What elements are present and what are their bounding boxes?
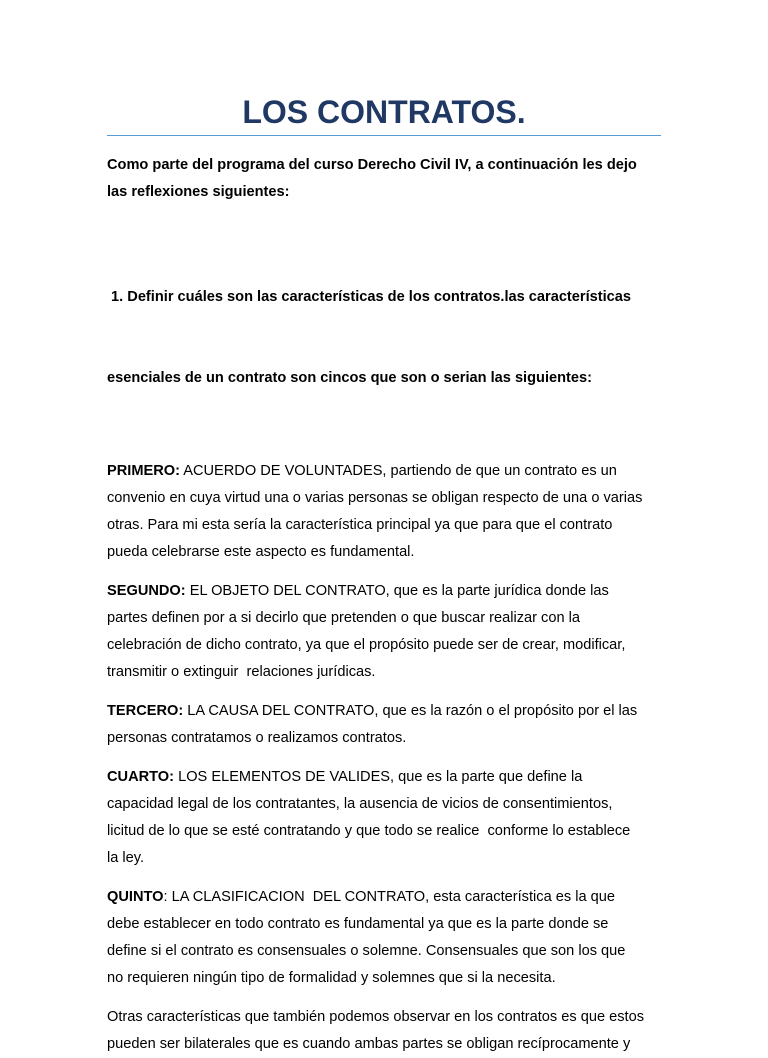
section-line: transmitir o extinguir relaciones jurídicas. [107, 664, 376, 680]
section-line: no requieren ningún tipo de formalidad y solemnes que si la necesita. [107, 970, 556, 986]
section-label: TERCERO: [107, 703, 184, 719]
question-line: esenciales de un contrato son cincos que son o serian las siguientes: [107, 370, 592, 386]
section-line [107, 458, 667, 485]
section-text: ACUERDO DE VOLUNTADES, partiendo de que un contrato es un [179, 463, 617, 479]
intro-line: las reflexiones siguientes: [107, 184, 290, 200]
intro-line: Como parte del programa del curso Derecho Civil IV, a continuación les dejo [107, 157, 637, 173]
section-cuarto [107, 764, 667, 872]
section-primero [107, 458, 667, 566]
section-line: debe establecer en todo contrato es fundamental ya que es la parte donde se [107, 916, 609, 932]
title-underline [107, 135, 661, 136]
question-line: 1. Definir cuáles son las características de los contratos.las características [107, 289, 632, 305]
document-title: LOS CONTRATOS. [242, 94, 526, 130]
section-line [107, 884, 667, 911]
section-text: EL OBJETO DEL CONTRATO, que es la parte jurídica donde las [185, 583, 609, 599]
section-segundo [107, 578, 667, 686]
closing-line: pueden ser bilaterales que es cuando ambas partes se obligan recíprocamente y [107, 1036, 631, 1052]
section-line: licitud de lo que se esté contratando y que todo se realice conforme lo establece [107, 823, 631, 839]
section-line: define si el contrato es consensuales o solemne. Consensuales que son los que [107, 943, 626, 959]
section-line [107, 764, 667, 791]
section-tercero [107, 698, 667, 752]
section-label: PRIMERO: [107, 463, 180, 479]
section-line: personas contratamos o realizamos contratos. [107, 730, 407, 746]
section-line: pueda celebrarse este aspecto es fundamental. [107, 544, 415, 560]
section-quinto [107, 884, 667, 992]
section-label: CUARTO: [107, 769, 175, 785]
closing-paragraph [107, 1004, 667, 1058]
section-line: la ley. [107, 850, 145, 866]
section-text: : LA CLASIFICACION DEL CONTRATO, esta característica es la que [163, 889, 615, 905]
section-line: convenio en cuya virtud una o varias personas se obligan respecto de una o varias [107, 490, 643, 506]
section-line: celebración de dicho contrato, ya que el propósito puede ser de crear, modificar, [107, 637, 626, 653]
section-line [107, 578, 667, 605]
section-label: SEGUNDO: [107, 583, 186, 599]
section-line: capacidad legal de los contratantes, la ausencia de vicios de consentimientos, [107, 796, 613, 812]
document-body [107, 152, 667, 1058]
section-text: LA CAUSA DEL CONTRATO, que es la razón o el propósito por el las [183, 703, 638, 719]
section-line [107, 698, 667, 725]
section-line: otras. Para mi esta sería la característica principal ya que para que el contrato [107, 517, 613, 533]
intro-paragraph [107, 152, 667, 206]
section-line: partes definen por a si decirlo que pretenden o que buscar realizar con la [107, 610, 580, 626]
closing-line: Otras características que también podemos observar en los contratos es que estos [107, 1009, 644, 1025]
section-text: LOS ELEMENTOS DE VALIDES, que es la parte que define la [174, 769, 583, 785]
question-paragraph [107, 230, 667, 446]
section-label: QUINTO [107, 889, 164, 905]
